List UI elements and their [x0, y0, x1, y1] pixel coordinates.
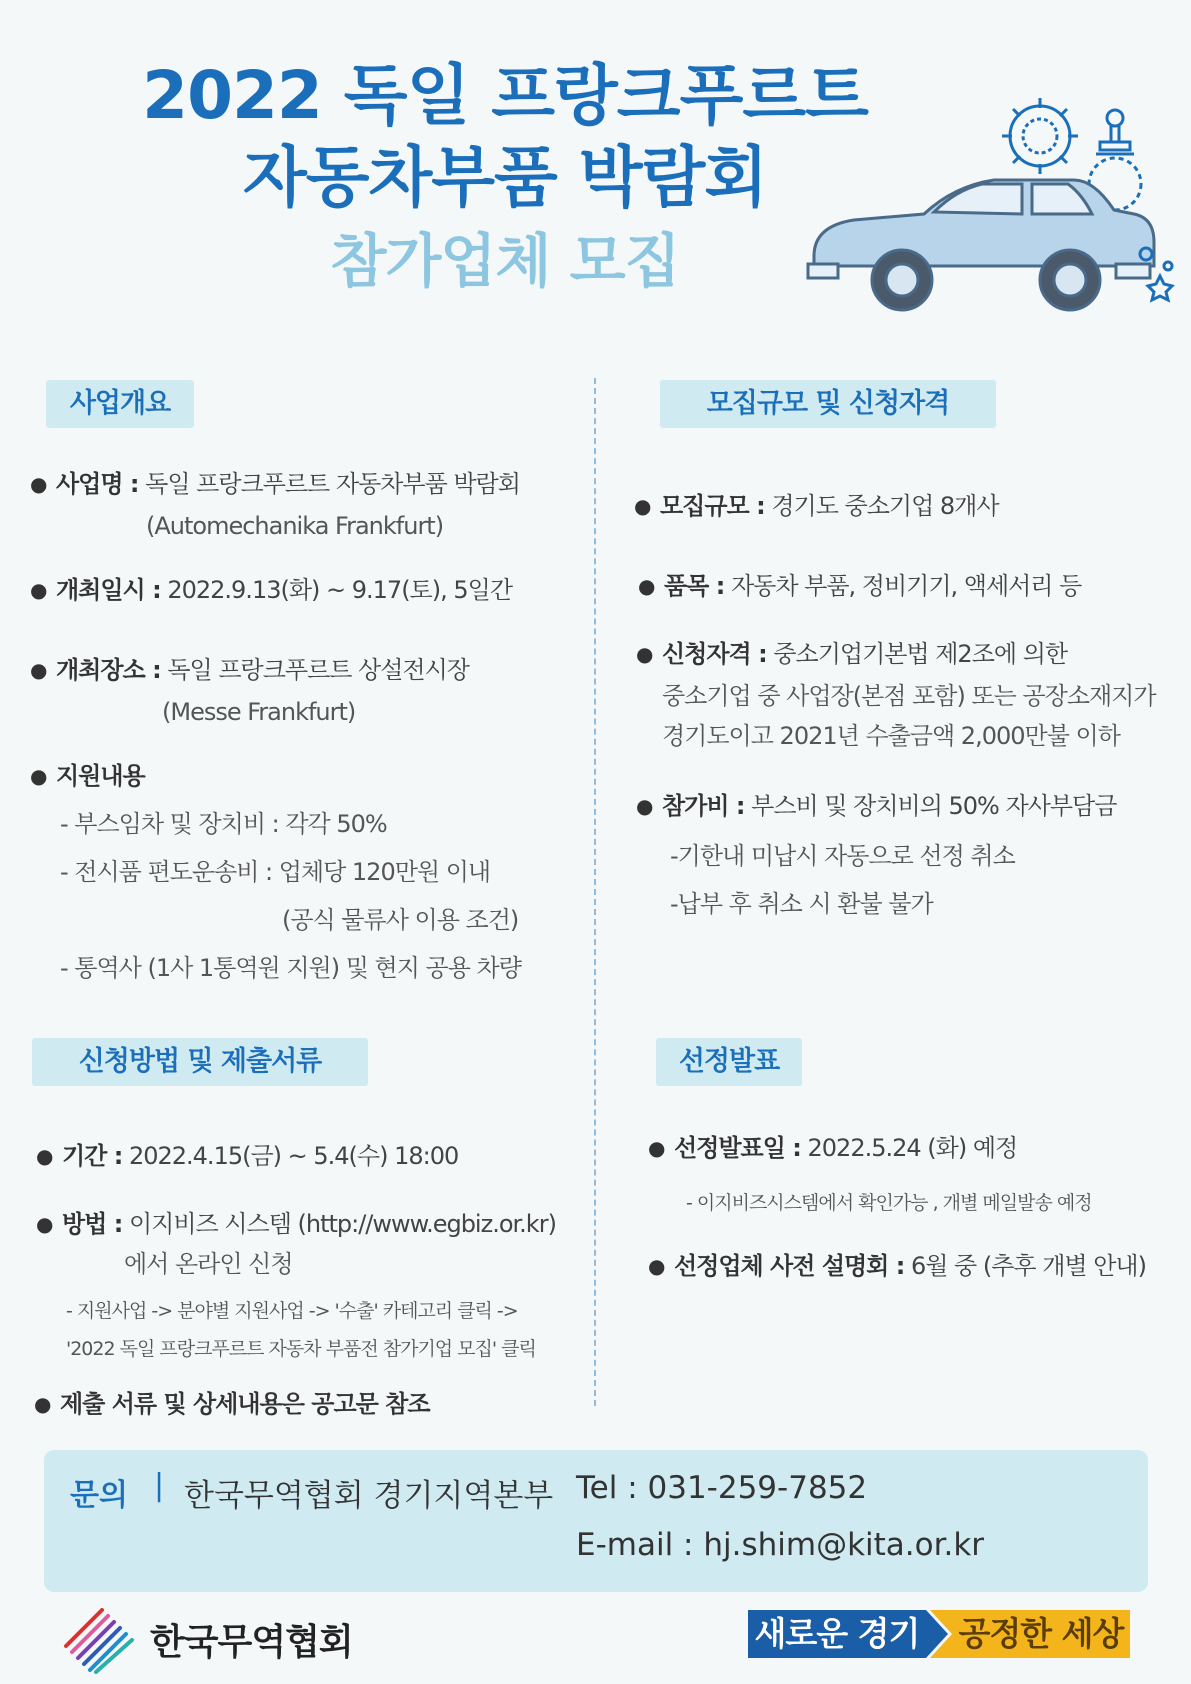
- item-key: 품목 :: [664, 572, 725, 600]
- item-key: 방법 :: [62, 1210, 123, 1238]
- slogan-part-b: 공정한 세상: [952, 1610, 1130, 1658]
- announce-item-date: [648, 1128, 1018, 1168]
- item-value: 독일 프랑크푸르트 자동차부품 박람회: [138, 470, 520, 498]
- support-line-3: - 통역사 (1사 1통역원 지원) 및 현지 공용 차량: [60, 954, 521, 982]
- section-label-overview: 사업개요: [46, 380, 194, 428]
- contact-separator: |: [154, 1468, 165, 1503]
- overview-item-name: [30, 464, 520, 504]
- apply-path-1: - 지원사업 -> 분야별 지원사업 -> '수출' 카테고리 클릭 ->: [66, 1300, 518, 1322]
- recruit-item-qualification: [636, 634, 1068, 674]
- car-icon: [808, 180, 1154, 310]
- item-key: 참가비 :: [662, 792, 745, 820]
- item-value: 2022.5.24 (화) 예정: [800, 1134, 1018, 1162]
- overview-item-support: [30, 756, 145, 796]
- qualification-line-3: 경기도이고 2021년 수출금액 2,000만불 이하: [662, 722, 1120, 750]
- car-illustration: [800, 96, 1180, 336]
- item-value: 독일 프랑크푸르트 상설전시장: [160, 656, 469, 684]
- overview-item-date: [30, 570, 512, 610]
- method-line-2: 에서 온라인 신청: [124, 1250, 293, 1278]
- bullet-icon: ●: [648, 1254, 665, 1278]
- poster-title-line2: 자동차부품 박람회: [242, 139, 768, 216]
- item-key: 모집규모 :: [660, 492, 765, 520]
- bullet-icon: ●: [30, 472, 47, 496]
- item-value: 2022.4.15(금) ~ 5.4(수) 18:00: [122, 1142, 459, 1170]
- item-key: 기간 :: [62, 1142, 123, 1170]
- overview-item-place: [30, 650, 469, 690]
- fee-note-2: -납부 후 취소 시 환불 불가: [670, 890, 933, 918]
- item-key: 선정업체 사전 설명회 :: [674, 1252, 905, 1280]
- bullet-icon: ●: [638, 574, 655, 598]
- section-label-recruit: 모집규모 및 신청자격: [660, 380, 996, 428]
- recruit-item-products: [638, 566, 1082, 606]
- bullet-icon: ●: [36, 1212, 53, 1236]
- slogan-part-a: 새로운 경기: [748, 1610, 926, 1658]
- section-label-announce: 선정발표: [656, 1038, 802, 1086]
- bullet-icon: ●: [30, 578, 47, 602]
- poster-title-line1: 2022 독일 프랑크푸르트: [142, 57, 868, 134]
- item-key: 제출 서류 및 상세내용은 공고문 참조: [60, 1390, 430, 1418]
- bullet-icon: ●: [634, 494, 651, 518]
- bullet-icon: ●: [648, 1136, 665, 1160]
- apply-path-2: '2022 독일 프랑크푸르트 자동차 부품전 참가기업 모집' 클릭: [66, 1338, 536, 1360]
- item-key: 개최일시 :: [56, 576, 161, 604]
- fee-note-1: -기한내 미납시 자동으로 선정 취소: [670, 842, 1015, 870]
- item-value: 자동차 부품, 정비기기, 액세서리 등: [724, 572, 1082, 600]
- footer-org-name: 한국무역협회: [150, 1622, 353, 1663]
- contact-org: 한국무역협회 경기지역본부: [184, 1478, 554, 1514]
- announce-date-note: - 이지비즈시스템에서 확인가능 , 개별 메일발송 예정: [686, 1192, 1092, 1214]
- item-key: 지원내용: [56, 762, 145, 790]
- column-divider: [594, 378, 596, 1406]
- contact-label: 문의: [70, 1478, 128, 1513]
- support-line-2b: (공식 물류사 이용 조건): [282, 906, 519, 934]
- gear-icon: [1002, 98, 1078, 174]
- item-key: 선정발표일 :: [674, 1134, 801, 1162]
- bullet-icon: ●: [36, 1144, 53, 1168]
- bullet-icon: ●: [34, 1392, 51, 1416]
- item-key: 사업명 :: [56, 470, 139, 498]
- item-value: 경기도 중소기업 8개사: [764, 492, 999, 520]
- recruit-item-scale: [634, 486, 999, 526]
- apply-item-period: [36, 1136, 459, 1176]
- contact-phone[interactable]: Tel : 031-259-7852: [576, 1470, 868, 1506]
- support-line-1: - 부스임차 및 장치비 : 각각 50%: [60, 810, 387, 838]
- overview-item-place-en: (Messe Frankfurt): [162, 698, 356, 726]
- item-value: 부스비 및 장치비의 50% 자사부담금: [744, 792, 1117, 820]
- support-line-2: - 전시품 편도운송비 : 업체당 120만원 이내: [60, 858, 491, 886]
- item-value: 6월 중 (추후 개별 안내): [904, 1252, 1146, 1280]
- contact-email[interactable]: E-mail : hj.shim@kita.or.kr: [576, 1527, 985, 1563]
- poster-subtitle: 참가업체 모집: [330, 227, 680, 295]
- qualification-line-2: 중소기업 중 사업장(본점 포함) 또는 공장소재지가: [662, 682, 1156, 710]
- item-key: 개최장소 :: [56, 656, 161, 684]
- item-key: 신청자격 :: [662, 640, 767, 668]
- section-label-apply: 신청방법 및 제출서류: [32, 1038, 368, 1086]
- bullet-icon: ●: [636, 642, 653, 666]
- recruit-item-fee: [636, 786, 1117, 826]
- bullet-icon: ●: [30, 764, 47, 788]
- bullet-icon: ●: [636, 794, 653, 818]
- item-value: 2022.9.13(화) ~ 9.17(토), 5일간: [160, 576, 512, 604]
- item-value: 중소기업기본법 제2조에 의한: [766, 640, 1068, 668]
- announce-item-briefing: [648, 1246, 1146, 1286]
- bullet-icon: ●: [30, 658, 47, 682]
- overview-item-name-en: (Automechanika Frankfurt): [146, 512, 444, 540]
- apply-item-docs: [34, 1384, 430, 1424]
- item-value: 이지비즈 시스템 (http://www.egbiz.or.kr): [122, 1210, 556, 1238]
- slogan-arrow: [926, 1610, 948, 1658]
- apply-item-method: [36, 1204, 556, 1244]
- kita-logo-icon: [62, 1602, 142, 1674]
